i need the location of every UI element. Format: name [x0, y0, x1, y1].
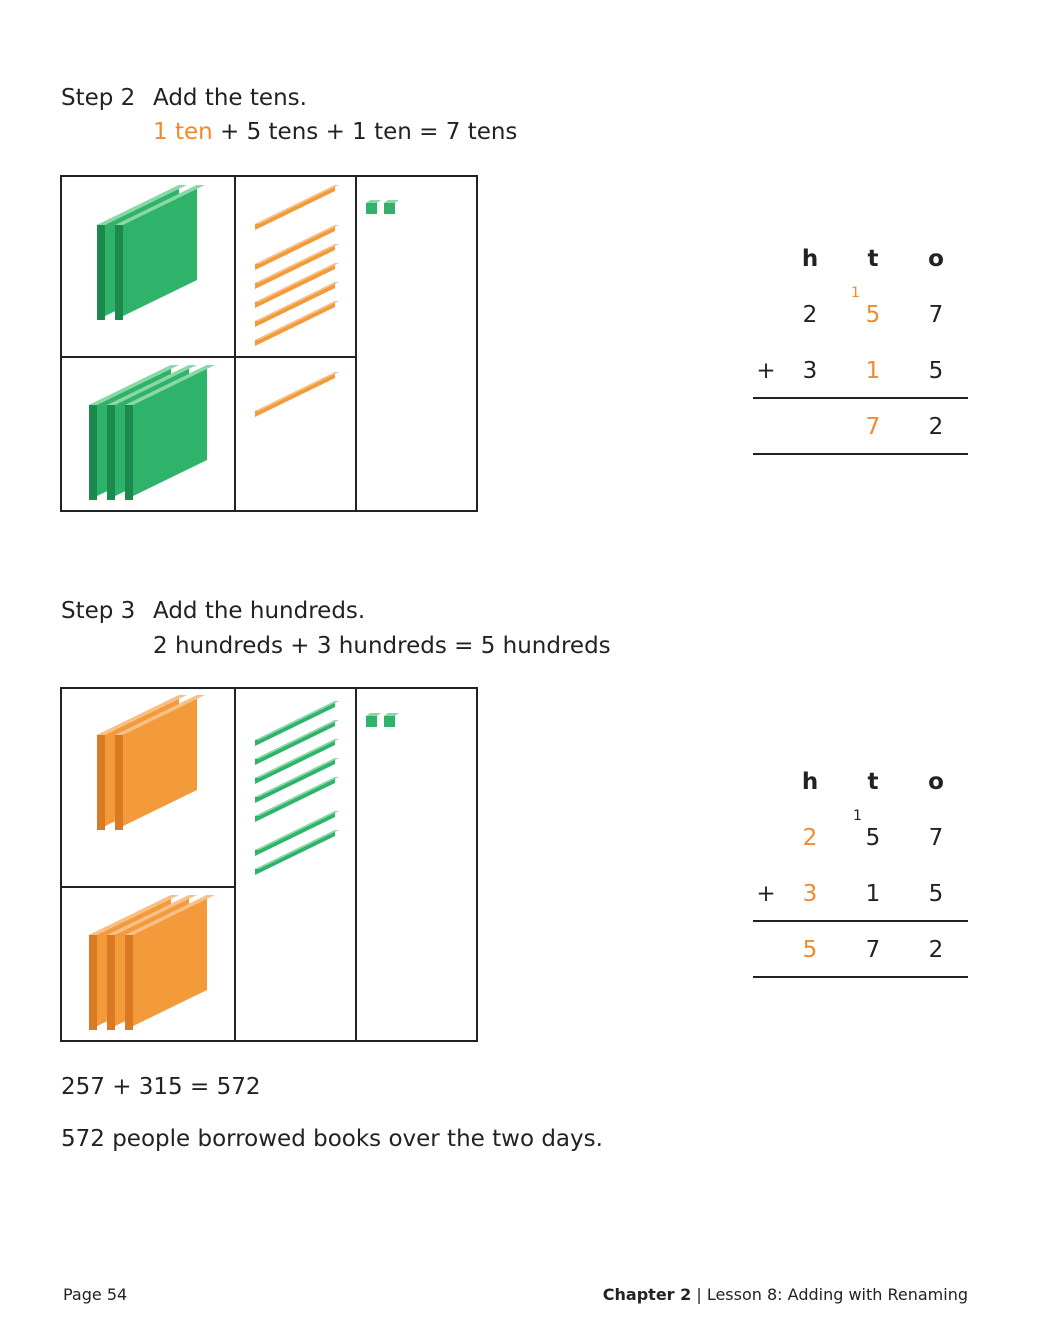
row2-hundreds: 3: [802, 358, 818, 384]
carry-digit: 1: [853, 808, 862, 824]
header-tens: t: [867, 246, 879, 272]
result-ones: 2: [928, 414, 944, 440]
header-tens: t: [867, 769, 879, 795]
row1-tens: 5: [865, 825, 881, 851]
result-tens: 7: [865, 414, 881, 440]
header-ones: o: [928, 246, 944, 272]
step3-hundreds-flats-bottom: [0, 0, 1, 1]
sum-rule: [753, 397, 968, 399]
row2-tens: 1: [865, 358, 881, 384]
page-number: Page 54: [63, 1285, 128, 1304]
bottom-rule: [753, 453, 968, 455]
footer-chapter: Chapter 2: [602, 1285, 692, 1304]
step2-label: Step 2: [61, 85, 136, 111]
sum-rule: [753, 920, 968, 922]
footer-lesson: Lesson 8: Adding with Renaming: [706, 1285, 968, 1304]
row1-ones: 7: [928, 302, 944, 328]
step3-title: Add the hundreds.: [153, 598, 366, 624]
step3-label: Step 3: [61, 598, 136, 624]
row2-ones: 5: [928, 358, 944, 384]
row1-hundreds: 2: [802, 302, 818, 328]
step2-title: Add the tens.: [153, 85, 307, 111]
bottom-rule: [753, 976, 968, 978]
header-hundreds: h: [801, 246, 819, 272]
row1-tens: 5: [865, 302, 881, 328]
header-hundreds: h: [801, 769, 819, 795]
step2-equation-highlight: 1 ten: [153, 119, 213, 145]
row1-hundreds: 2: [802, 825, 818, 851]
footer-separator: |: [691, 1285, 707, 1304]
footer-chapter-lesson: [603, 1287, 968, 1303]
final-equation: 257 + 315 = 572: [61, 1074, 261, 1100]
row1-ones: 7: [928, 825, 944, 851]
plus-sign: +: [756, 358, 776, 384]
row2-ones: 5: [928, 881, 944, 907]
result-tens: 7: [865, 937, 881, 963]
header-ones: o: [928, 769, 944, 795]
step2-equation: [153, 121, 517, 144]
row2-hundreds: 3: [802, 881, 818, 907]
answer-sentence: 572 people borrowed books over the two days.: [61, 1126, 603, 1152]
step2-equation-rest: + 5 tens + 1 ten = 7 tens: [212, 119, 518, 145]
step3-equation: 2 hundreds + 3 hundreds = 5 hundreds: [153, 633, 611, 659]
row2-tens: 1: [865, 881, 881, 907]
result-ones: 2: [928, 937, 944, 963]
plus-sign: +: [756, 881, 776, 907]
result-hundreds: 5: [802, 937, 818, 963]
carry-digit: 1: [851, 285, 860, 301]
